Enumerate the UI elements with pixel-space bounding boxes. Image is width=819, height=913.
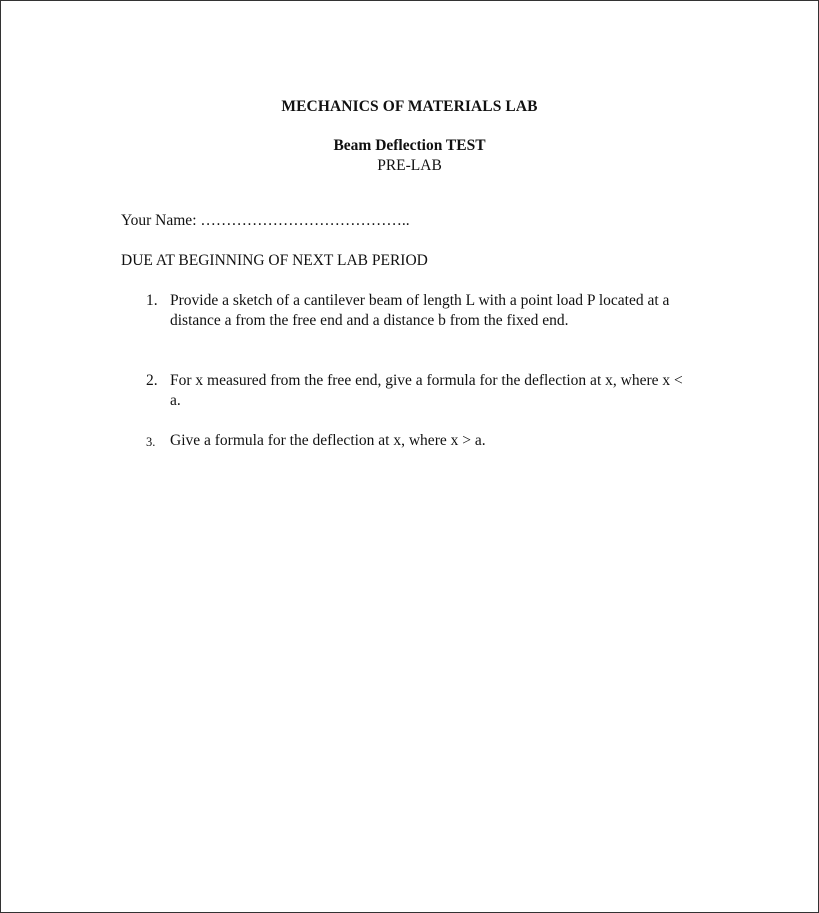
question-number: 2. xyxy=(146,372,158,389)
name-field-label: Your Name: ………………………………….. xyxy=(121,212,410,229)
question-item xyxy=(146,291,706,351)
question-text: For x measured from the free end, give a formula for the deflection at x, where x < a. xyxy=(170,372,683,409)
question-item xyxy=(146,431,706,451)
document-title: MECHANICS OF MATERIALS LAB xyxy=(281,98,538,115)
document-subheading: PRE-LAB xyxy=(377,157,442,174)
question-item xyxy=(146,371,706,411)
document-subtitle: Beam Deflection TEST xyxy=(333,137,486,154)
question-text: Provide a sketch of a cantilever beam of length L with a point load P located at a distance a from the free end and a distance b from the fixed end. xyxy=(170,292,670,329)
due-notice: DUE AT BEGINNING OF NEXT LAB PERIOD xyxy=(121,252,428,269)
question-text: Give a formula for the deflection at x, where x > a. xyxy=(170,432,486,449)
question-number: 1. xyxy=(146,292,158,309)
question-number: 3. xyxy=(146,435,156,449)
